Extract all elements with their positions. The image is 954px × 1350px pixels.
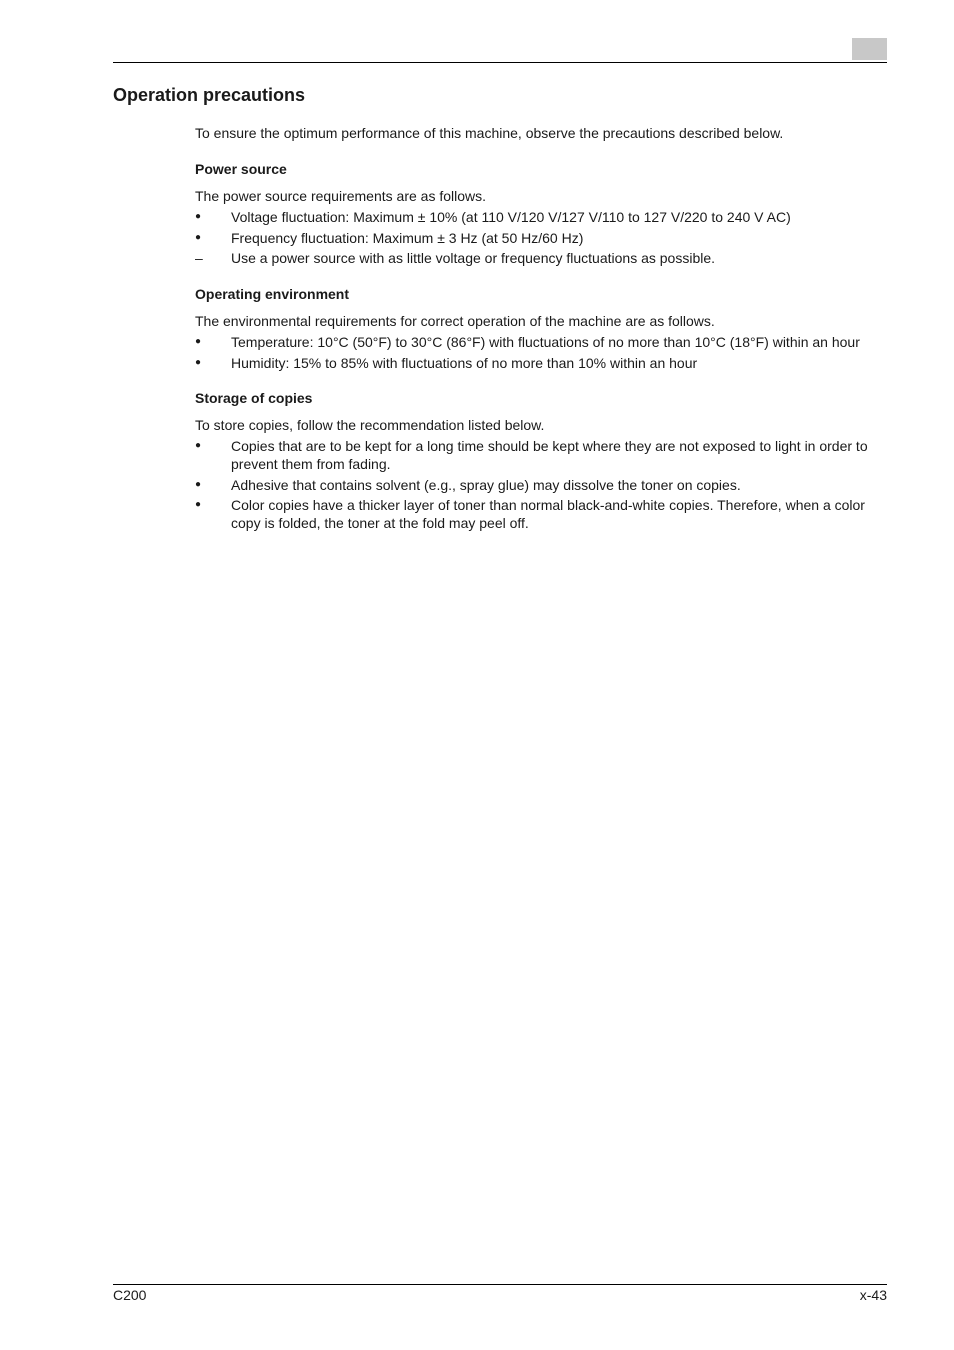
operating-environment-lead: The environmental requirements for correct operation of the machine are as follows.	[195, 313, 715, 329]
bullet-icon: ●	[195, 440, 202, 451]
page-title: Operation precautions	[113, 85, 306, 105]
list-item-text: Use a power source with as little voltage or frequency fluctuations as possible.	[231, 250, 716, 266]
list-item-text: Frequency fluctuation: Maximum ± 3 Hz (at 50 Hz/60 Hz)	[231, 230, 584, 246]
storage-of-copies-heading: Storage of copies	[195, 390, 313, 406]
list-item-text: Adhesive that contains solvent (e.g., spray glue) may dissolve the toner on copies.	[231, 477, 741, 493]
chapter-tab-marker	[852, 38, 887, 60]
bullet-icon: ●	[195, 232, 202, 243]
list-item-text: Temperature: 10°C (50°F) to 30°C (86°F) with fluctuations of no more than 10°C (18°F) within an hour	[231, 334, 860, 350]
intro-paragraph: To ensure the optimum performance of this machine, observe the precautions described below.	[195, 125, 784, 141]
dash-icon: –	[195, 250, 203, 266]
list-item	[195, 249, 887, 267]
operating-environment-heading: Operating environment	[195, 286, 350, 302]
list-item	[195, 333, 887, 351]
list-item	[195, 229, 887, 247]
list-item	[195, 437, 887, 473]
power-source-heading: Power source	[195, 161, 287, 177]
header-rule	[113, 62, 887, 63]
list-item	[195, 496, 887, 532]
list-item	[195, 354, 887, 372]
footer-rule	[113, 1284, 887, 1285]
bullet-icon: ●	[195, 336, 202, 347]
power-source-lead: The power source requirements are as follows.	[195, 188, 487, 204]
list-item	[195, 476, 887, 494]
bullet-icon: ●	[195, 211, 202, 222]
bullet-icon: ●	[195, 499, 202, 510]
list-item-text: Voltage fluctuation: Maximum ± 10% (at 110 V/120 V/127 V/110 to 127 V/220 to 240 V AC)	[231, 209, 791, 225]
bullet-icon: ●	[195, 357, 202, 368]
list-item-text: Copies that are to be kept for a long time should be kept where they are not exposed to light in order to prevent them from fading.	[231, 438, 868, 472]
footer-page-number: x-43	[859, 1287, 887, 1303]
storage-of-copies-lead: To store copies, follow the recommendation listed below.	[195, 417, 545, 433]
bullet-icon: ●	[195, 479, 202, 490]
list-item-text: Humidity: 15% to 85% with fluctuations of no more than 10% within an hour	[231, 355, 698, 371]
footer-model: C200	[113, 1287, 147, 1303]
list-item-text: Color copies have a thicker layer of toner than normal black-and-white copies. Therefore, when a color copy is folded, the toner at the fold may peel off.	[231, 497, 865, 531]
list-item	[195, 208, 887, 226]
